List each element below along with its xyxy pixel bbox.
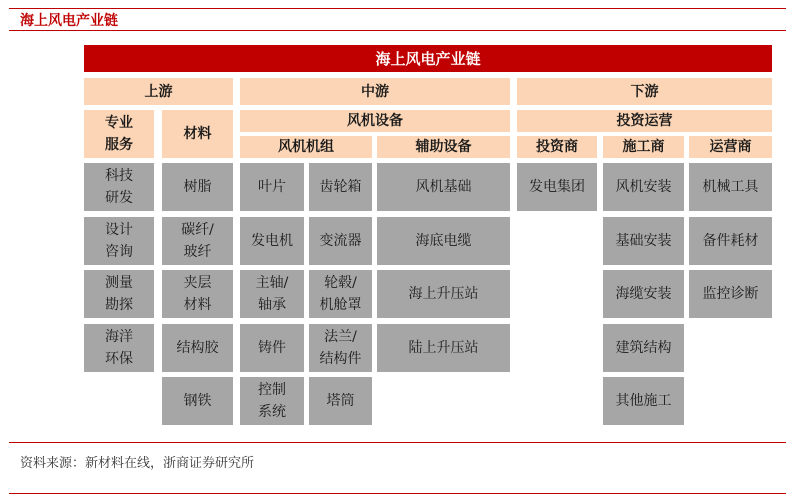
frame-bottom-rule bbox=[9, 493, 786, 494]
source-note: 资料来源：新材料在线，浙商证券研究所 bbox=[20, 456, 255, 471]
turbine-component-cell: 发电机 bbox=[240, 217, 304, 265]
header-investor: 投资商 bbox=[517, 136, 597, 158]
auxiliary-equipment-cell: 陆上升压站 bbox=[377, 324, 510, 372]
service-cell: 海洋 环保 bbox=[84, 324, 154, 372]
operator-cell: 监控诊断 bbox=[689, 270, 772, 318]
diagram-title: 海上风电产业链 bbox=[84, 45, 772, 72]
stage-midstream: 中游 bbox=[240, 78, 510, 105]
stage-downstream: 下游 bbox=[517, 78, 772, 105]
auxiliary-equipment-cell: 海底电缆 bbox=[377, 217, 510, 265]
construction-cell: 风机安装 bbox=[603, 163, 684, 211]
header-materials: 材料 bbox=[162, 110, 233, 158]
header-investment-operation: 投资运营 bbox=[517, 110, 772, 132]
header-auxiliary-equipment: 辅助设备 bbox=[377, 136, 510, 158]
turbine-component-cell: 法兰/ 结构件 bbox=[309, 324, 372, 372]
turbine-component-cell: 叶片 bbox=[240, 163, 304, 211]
header-turbine-unit: 风机机组 bbox=[240, 136, 372, 158]
operator-cell: 备件耗材 bbox=[689, 217, 772, 265]
material-cell: 碳纤/ 玻纤 bbox=[162, 217, 233, 265]
auxiliary-equipment-cell: 风机基础 bbox=[377, 163, 510, 211]
construction-cell: 建筑结构 bbox=[603, 324, 684, 372]
document-title: 海上风电产业链 bbox=[20, 13, 118, 29]
material-cell: 夹层 材料 bbox=[162, 270, 233, 318]
turbine-component-cell: 主轴/ 轴承 bbox=[240, 270, 304, 318]
stage-upstream: 上游 bbox=[84, 78, 233, 105]
title-rule bbox=[9, 30, 786, 31]
frame-top-rule bbox=[9, 8, 786, 9]
material-cell: 钢铁 bbox=[162, 377, 233, 425]
auxiliary-equipment-cell: 海上升压站 bbox=[377, 270, 510, 318]
turbine-component-cell: 齿轮箱 bbox=[309, 163, 372, 211]
header-turbine-equipment: 风机设备 bbox=[240, 110, 510, 132]
construction-cell: 海缆安装 bbox=[603, 270, 684, 318]
material-cell: 树脂 bbox=[162, 163, 233, 211]
turbine-component-cell: 铸件 bbox=[240, 324, 304, 372]
service-cell: 测量 勘探 bbox=[84, 270, 154, 318]
turbine-component-cell: 控制 系统 bbox=[240, 377, 304, 425]
service-cell: 设计 咨询 bbox=[84, 217, 154, 265]
construction-cell: 基础安装 bbox=[603, 217, 684, 265]
header-professional-services: 专业 服务 bbox=[84, 110, 154, 158]
turbine-component-cell: 变流器 bbox=[309, 217, 372, 265]
header-construction: 施工商 bbox=[603, 136, 684, 158]
turbine-component-cell: 塔筒 bbox=[309, 377, 372, 425]
service-cell: 科技 研发 bbox=[84, 163, 154, 211]
source-rule bbox=[9, 442, 786, 443]
turbine-component-cell: 轮毂/ 机舱罩 bbox=[309, 270, 372, 318]
construction-cell: 其他施工 bbox=[603, 377, 684, 425]
investor-cell: 发电集团 bbox=[517, 163, 597, 211]
operator-cell: 机械工具 bbox=[689, 163, 772, 211]
header-operator: 运营商 bbox=[689, 136, 772, 158]
material-cell: 结构胶 bbox=[162, 324, 233, 372]
